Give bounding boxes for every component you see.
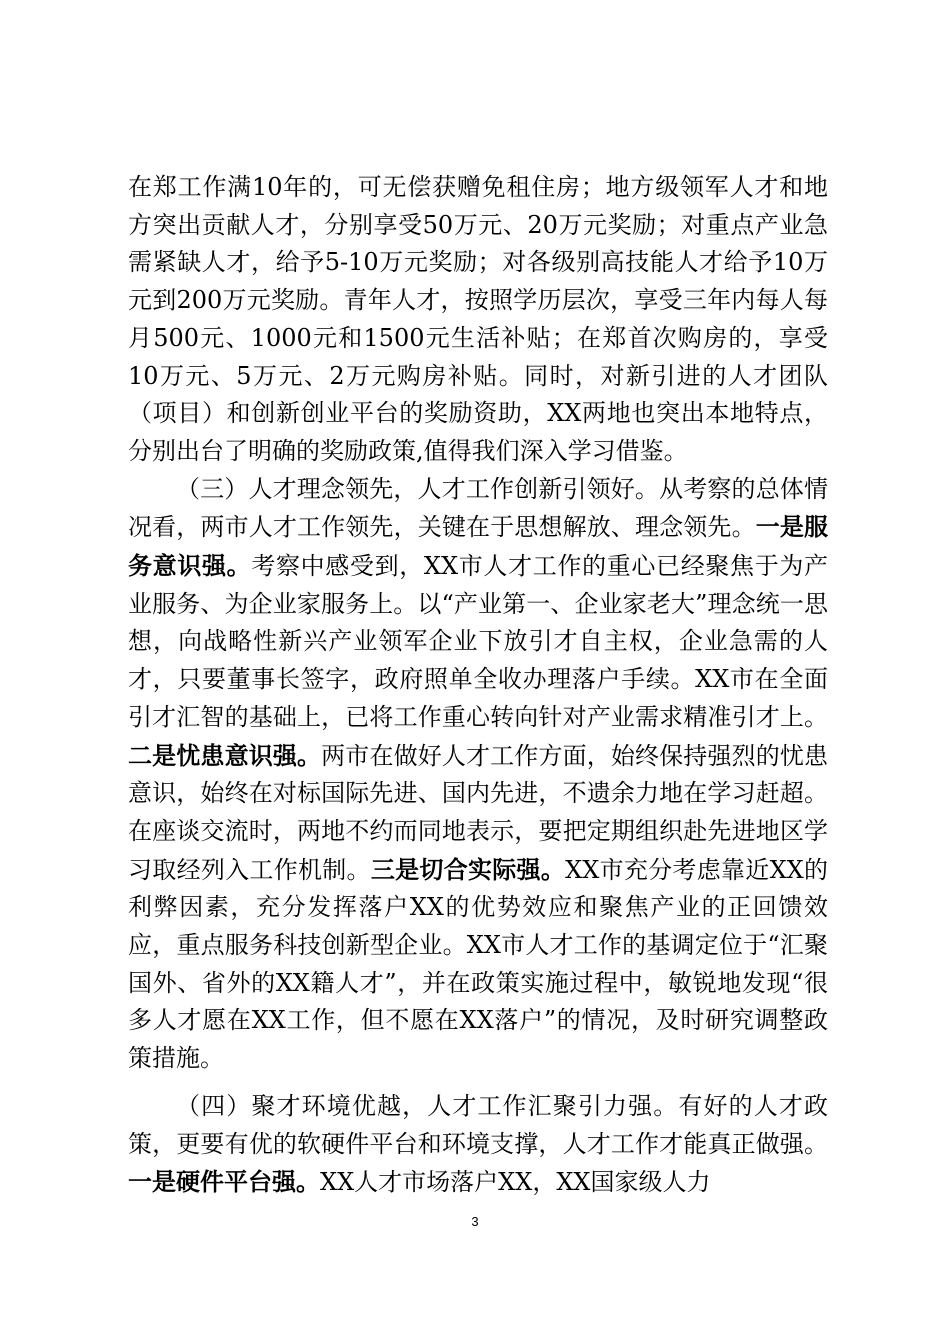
page-number: 3 <box>471 1214 479 1229</box>
heading-crisis-awareness: 二是忧患意识强。 <box>128 740 322 770</box>
paragraph-3-intro: （四）聚才环境优越，人才工作汇聚引力强。有好的人才政策，更要有优的软硬件平台和环境支撑，人才工作才能真正做强。 <box>128 1091 828 1158</box>
paragraph-2-service-text: 考察中感受到，XX市人才工作的重心已经聚焦于为产业服务、为企业家服务上。以“产业第一、企业家老大”理念统一思想，向战略性新兴产业领军企业下放引才自主权，企业急需的人才，只要董事长签字，政府照单全收办理落户手续。XX市在全面引才汇智的基础上，已将工作重心转向针对产业需求精准引才上。 <box>128 552 829 731</box>
paragraph-2-crisis-text: 两市在做好人才工作方面，始终保持强烈的忧患意识，始终在对标国际先进、国内先进，不遗余力地在学习赶超。在座谈交流时，两地不约而同地表示，要把定期组织赴先进地区学习取经列入工作机制。 <box>128 741 829 884</box>
paragraph-3 <box>128 1088 828 1202</box>
paragraph-2 <box>128 471 828 1078</box>
paragraph-3-hardware-text: XX人才市场落户XX，XX国家级人力 <box>320 1168 711 1197</box>
paragraph-2-intro: （三）人才理念领先，人才工作创新引领好。从考察的总体情况看，两市人才工作领先，关键在于思想解放、理念领先。 <box>128 474 828 542</box>
heading-service-awareness: 一是服务意识强。 <box>128 512 829 581</box>
document-body <box>128 169 828 1202</box>
paragraph-1 <box>128 169 828 471</box>
heading-practicality: 三是切合实际强。 <box>370 854 566 884</box>
paragraph-1-text: 在郑工作满10年的，可无偿获赠免租住房；地方级领军人才和地方突出贡献人才，分别享受50万元、20万元奖励；对重点产业急需紧缺人才，给予5-10万元奖励；对各级别高技能人才给予10万元到200万元奖励。青年人才，按照学历层次，享受三年内每人每月500元、1000元和1500元生活补贴；在郑首次购房的，享受10万元、5万元、2万元购房补贴。同时，对新引进的人才团队（项目）和创新创业平台的奖励资助，XX两地也突出本地特点，分别出台了明确的奖励政策,值得我们深入学习借鉴。 <box>128 173 828 465</box>
heading-hardware-platform: 一是硬件平台强。 <box>128 1167 320 1197</box>
paragraph-2-practicality-text: XX市充分考虑靠近XX的利弊因素，充分发挥落户XX的优势效应和聚焦产业的正回馈效应，重点服务科技创新型企业。XX市人才工作的基调定位于“汇聚国外、省外的XX籍人才”，并在政策实施过程中，敏锐地发现“很多人才愿在XX工作，但不愿在XX落户”的情况，及时研究调整政策措施。 <box>128 855 829 1073</box>
